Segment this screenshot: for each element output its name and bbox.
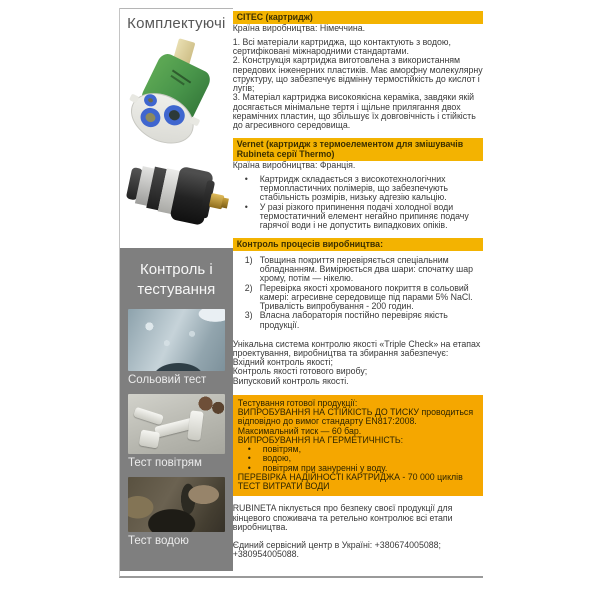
citec-section-heading: CITEC (картридж) [233, 11, 483, 24]
leak-bullet-text: водою, [262, 453, 292, 464]
citec-paragraph-1: 1. Всі матеріали картриджа, що контактують з водою, сертифіковані міжнародними стандартами. [232, 36, 451, 57]
page-content [119, 8, 483, 578]
testing-title: Тестування готової продукції: [237, 397, 358, 408]
pneumatic-pipe-shape [138, 430, 160, 449]
flow-test-text: ТЕСТ ВИТРАТИ ВОДИ [237, 481, 330, 492]
bullet-marker: • [247, 462, 251, 473]
quality-line: Випусковий контроль якості. [232, 375, 349, 386]
vernet-bullet-text: У разі різкого припинення подачі холодної води термостатичний елемент негайно припиняє подачу гарячої води і не допустить випадкових опіків. [259, 201, 469, 230]
final-testing-block [233, 395, 483, 496]
citec-paragraph-2: 2. Конструкція картриджа виготовлена з використанням передових інженерних пластиків. Має аморфну молекулярну структуру, що забезпечує відмінну термостійкість до кислот і лугів; [232, 55, 483, 94]
vernet-thermostatic-cartridge-photo [120, 146, 233, 242]
service-center-contacts: Єдиний сервісний центр в Україні: +380674005088; +380954005088. [232, 540, 441, 560]
quality-line: Контроль якості готового виробу; [232, 366, 368, 377]
vernet-cartridge-illustration [123, 156, 232, 230]
control-item-text: Власна лабораторія постійно перевіряє якість продукції. [259, 310, 448, 330]
number-marker: 2) [244, 282, 253, 293]
control-item-text: Товщина покриття перевіряється спеціальним обладнанням. Вимірюється два шари: спочатку шар хрому, потім — нікелю. [259, 254, 474, 284]
control-numbered-item [245, 311, 483, 329]
triple-check-intro: Унікальна система контролю якості «Triple Check» на етапах проектування, виробництва та збирання забезпечує: [232, 338, 481, 359]
number-marker: 1) [244, 254, 253, 265]
pressure-test-text: ВИПРОБУВАННЯ НА СТІЙКІСТЬ ДО ТИСКУ проводиться відповідно до вимог стандарту EN817:2008. Максимальний тиск — 60 бар. [237, 407, 474, 436]
rubineta-note: RUBINETA піклується про безпеку своєї продукції для кінцевого споживача та ретельно контролює всі етапи виробництва. [232, 503, 453, 532]
leak-test-heading: ВИПРОБУВАННЯ НА ГЕРМЕТИЧНІСТЬ: [237, 434, 404, 445]
production-control-heading: Контроль процесів виробництва: [233, 238, 483, 251]
water-test-photo [128, 477, 225, 532]
citec-paragraph-3: 3. Матеріал картриджа високоякісна кераміка, завдяки якій досягається мінімальне тертя і щільне прилягання двох керамічних пластин, що збільшує їх довговічність і стійкість до агресивного середовища. [232, 92, 476, 131]
bullet-marker: • [244, 173, 248, 184]
vernet-bullet-text: Картридж складається з високотехнологічних термопластичних полімерів, що забезпечують стабільність розмірів, низьку адгезію кальцію. [259, 173, 449, 203]
vernet-section-heading: Vernet (картридж з термоелементом для змішувачів Rubineta серії Thermo) [233, 138, 483, 160]
pneumatic-pipe-shape [133, 407, 164, 426]
citec-green-cartridge-photo [120, 34, 233, 146]
control-numbered-item [245, 284, 483, 312]
citec-cartridge-illustration [123, 34, 226, 146]
control-testing-heading: Контроль і тестування [137, 261, 216, 298]
control-numbered-item [245, 256, 483, 284]
left-column [120, 8, 233, 576]
bullet-marker: • [247, 444, 251, 455]
control-item-text: Перевірка якості хромованого покриття в сольовий камері: агресивне середовище під парами 5% NaCl. Тривалість випробування - 200 годин. [259, 282, 473, 312]
water-test-label: Тест водою [128, 535, 189, 547]
components-heading: Комплектуючі [127, 15, 226, 32]
bullet-marker: • [244, 201, 248, 212]
vernet-country: Країна виробництва: Франція. [232, 159, 356, 170]
pneumatic-pipe-shape [187, 410, 203, 440]
reliability-test-text: ПЕРЕВІРКА НАДІЙНОСТІ КАРТРИДЖА - 70 000 циклів [237, 471, 463, 482]
right-column [233, 8, 483, 576]
leak-bullet-text: повітрям, [262, 444, 302, 455]
control-testing-panel [120, 248, 233, 571]
air-test-photo [128, 394, 225, 454]
vernet-bullet-item [245, 175, 483, 203]
air-test-label: Тест повітрям [128, 457, 202, 469]
number-marker: 3) [244, 310, 253, 321]
bullet-marker: • [247, 453, 251, 464]
salt-test-label: Сольовий тест [128, 374, 207, 386]
salt-test-photo [128, 309, 225, 371]
vernet-bullet-item [245, 203, 483, 231]
quality-line: Вхідний контроль якості; [232, 357, 333, 368]
thermo-cartridge-stem-tip [221, 197, 229, 208]
citec-country: Країна виробництва: Німеччина. [232, 22, 366, 33]
leak-bullet-text: повітрям при зануренні у воду. [262, 462, 388, 473]
